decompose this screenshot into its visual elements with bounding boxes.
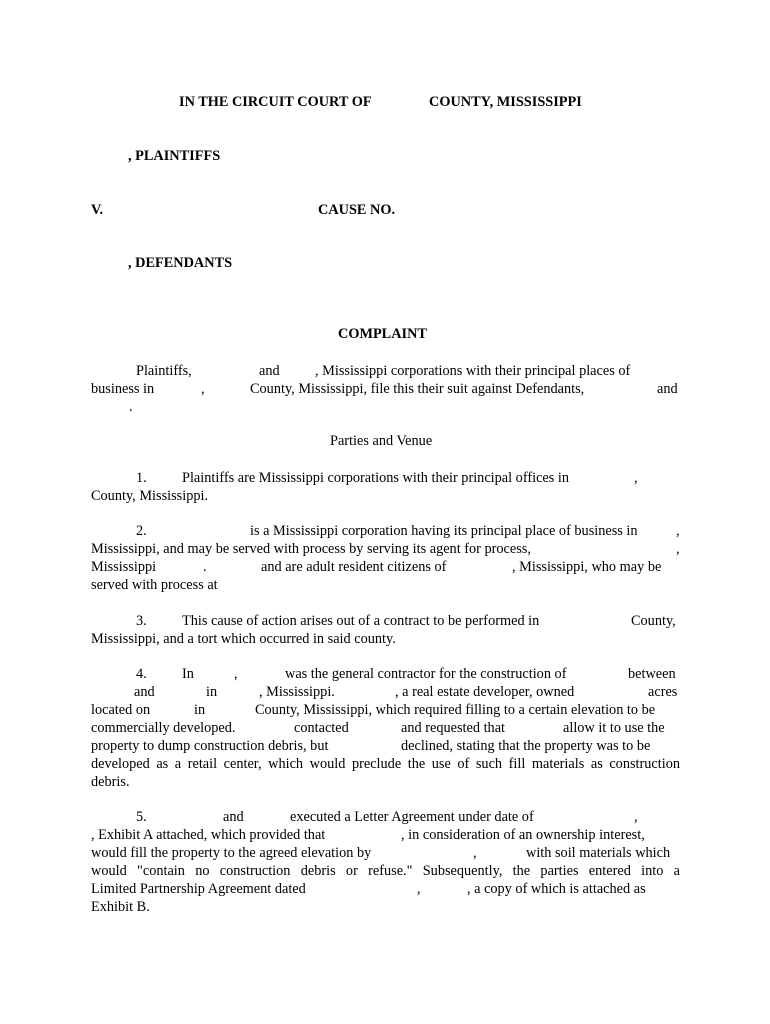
document-title: COMPLAINT — [338, 326, 427, 342]
paragraph-5-line-6: Exhibit B. — [91, 899, 150, 915]
intro-line-2: business in , County, Mississippi, file this their suit against Defendants, and — [91, 381, 678, 397]
paragraph-3-line-1: 3. This cause of action arises out of a contract to be performed in County, — [136, 613, 676, 629]
versus-label: V. — [91, 202, 104, 218]
paragraph-4-line-4: commercially developed. contacted and requested that allow it to use the — [91, 720, 665, 736]
section-heading: Parties and Venue — [330, 433, 433, 449]
court-caption-right: COUNTY, MISSISSIPPI — [429, 94, 582, 110]
intro-line-1: Plaintiffs, and , Mississippi corporations with their principal places of — [136, 363, 631, 379]
paragraph-4-line-1: 4. In , was the general contractor for the construction of between — [136, 666, 676, 682]
plaintiffs-label: , PLAINTIFFS — [128, 148, 221, 164]
paragraph-5-line-2: , Exhibit A attached, which provided that , in consideration of an ownership interest, — [91, 827, 645, 843]
paragraph-5-line-3: would fill the property to the agreed elevation by , with soil materials which — [91, 845, 671, 861]
paragraph-3-line-2: Mississippi, and a tort which occurred in said county. — [91, 631, 396, 647]
court-caption-left: IN THE CIRCUIT COURT OF — [179, 94, 372, 110]
paragraph-4-line-3: located on in County, Mississippi, which required filling to a certain elevation to be — [91, 702, 656, 718]
paragraph-5-line-5: Limited Partnership Agreement dated , , a copy of which is attached as — [91, 881, 646, 897]
paragraph-1-line-1: 1. Plaintiffs are Mississippi corporations with their principal offices in , — [136, 470, 638, 486]
paragraph-4-line-2: and in , Mississippi. , a real estate developer, owned acres — [134, 684, 678, 700]
paragraph-2-line-1: 2. is a Mississippi corporation having its principal place of business in , — [136, 523, 680, 539]
defendants-label: , DEFENDANTS — [128, 255, 233, 271]
paragraph-5-line-4: would "contain no construction debris or refuse." Subsequently, the parties entered into a — [91, 863, 680, 879]
cause-number-label: CAUSE NO. — [318, 202, 396, 218]
paragraph-4-line-6: developed as a retail center, which would preclude the use of such fill materials as construction — [91, 756, 680, 772]
paragraph-1-line-2: County, Mississippi. — [91, 488, 209, 504]
paragraph-4-line-7: debris. — [91, 774, 130, 790]
paragraph-2-line-2: Mississippi, and may be served with process by serving its agent for process, , — [91, 541, 680, 557]
intro-line-3: . — [129, 399, 133, 415]
paragraph-5-line-1: 5. and executed a Letter Agreement under date of , — [136, 809, 638, 825]
paragraph-4-line-5: property to dump construction debris, but declined, stating that the property was to be — [91, 738, 651, 754]
paragraph-2-line-4: served with process at — [91, 577, 218, 593]
paragraph-2-line-3: Mississippi . and are adult resident citizens of , Mississippi, who may be — [91, 559, 662, 575]
